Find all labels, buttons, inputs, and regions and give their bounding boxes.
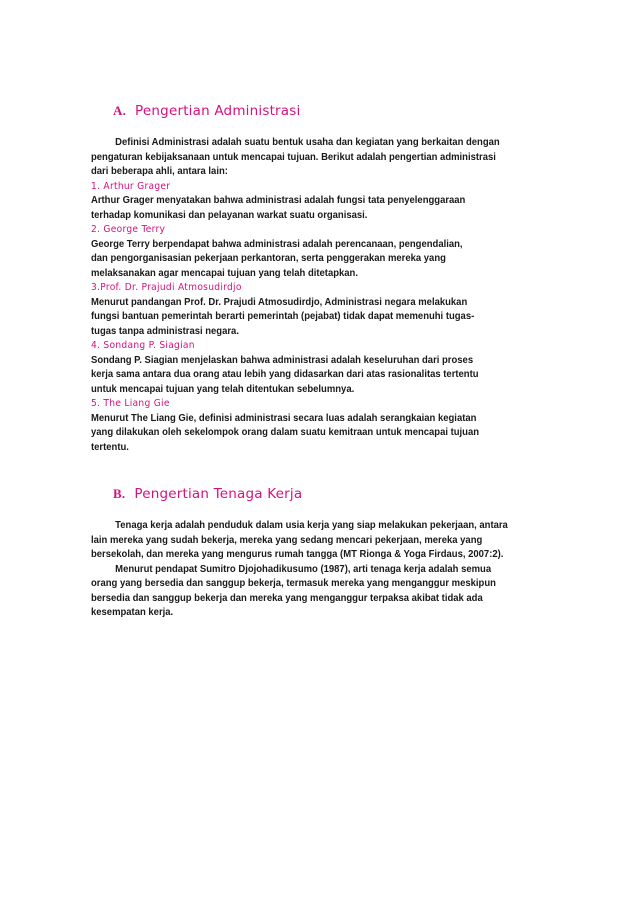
expert-text-line: Sondang P. Siagian menjelaskan bahwa administrasi adalah keseluruhan dari proses xyxy=(91,354,474,366)
expert-heading-liang-gie: 5. The Liang Gie xyxy=(91,398,170,409)
expert-text-line: Menurut pandangan Prof. Dr. Prajudi Atmosudirdjo, Administrasi negara melakukan xyxy=(91,296,468,308)
section-b-heading xyxy=(113,486,302,502)
expert-text-line: tugas tanpa administrasi negara. xyxy=(91,325,239,337)
expert-text-line: tertentu. xyxy=(91,441,129,453)
expert-heading-sondang: 4. Sondang P. Siagian xyxy=(91,340,195,351)
paragraph-line: Tenaga kerja adalah penduduk dalam usia kerja yang siap melakukan pekerjaan, antara xyxy=(115,520,508,531)
intro-line: Definisi Administrasi adalah suatu bentuk usaha dan kegiatan yang berkaitan dengan xyxy=(115,137,500,148)
section-a-title: Pengertian Administrasi xyxy=(135,103,301,119)
section-a-body xyxy=(91,136,511,455)
paragraph-line: bersekolah, dan mereka yang mengurus rumah tangga (MT Rionga & Yoga Firdaus, 2007:2). xyxy=(91,549,504,560)
intro-line: dari beberapa ahli, antara lain: xyxy=(91,166,228,177)
expert-text-line: dan pengorganisasian pekerjaan perkantoran, serta penggerakan mereka yang xyxy=(91,253,446,264)
expert-text-line: terhadap komunikasi dan pelayanan warkat suatu organisasi. xyxy=(91,209,368,221)
section-a-heading xyxy=(113,103,300,119)
section-b-title: Pengertian Tenaga Kerja xyxy=(134,486,303,502)
paragraph-line: kesempatan kerja. xyxy=(91,607,174,618)
expert-text-line: untuk mencapai tujuan yang telah ditentukan sebelumnya. xyxy=(91,383,355,395)
section-b-letter: B. xyxy=(113,486,126,501)
intro-line: pengaturan kebijaksanaan untuk mencapai tujuan. Berikut adalah pengertian administrasi xyxy=(91,151,496,163)
expert-text-line: Arthur Grager menyatakan bahwa administrasi adalah fungsi tata penyelenggaraan xyxy=(91,195,466,206)
expert-text-line: George Terry berpendapat bahwa administrasi adalah perencanaan, pengendalian, xyxy=(91,238,463,250)
paragraph-line: Menurut pendapat Sumitro Djojohadikusumo (1987), arti tenaga kerja adalah semua xyxy=(115,563,492,575)
section-a-letter: A. xyxy=(113,103,127,118)
expert-heading-arthur-grager: 1. Arthur Grager xyxy=(91,180,171,192)
section-b-body xyxy=(91,519,511,621)
paragraph-line: bersedia dan sanggup bekerja dan mereka yang menganggur terpaksa akibat tidak ada xyxy=(91,592,483,604)
expert-text-line: melaksanakan agar mencapai tujuan yang telah ditetapkan. xyxy=(91,267,358,279)
paragraph-line: lain mereka yang sudah bekerja, mereka yang sedang mencari pekerjaan, mereka yang xyxy=(91,534,483,546)
expert-text-line: yang dilakukan oleh sekelompok orang dalam suatu kemitraan untuk mencapai tujuan xyxy=(91,427,480,438)
paragraph-line: orang yang bersedia dan sanggup bekerja, termasuk mereka yang menganggur meskipun xyxy=(91,578,496,589)
expert-text-line: kerja sama antara dua orang atau lebih yang didasarkan dari atas rasionalitas tertentu xyxy=(91,369,479,380)
expert-text-line: Menurut The Liang Gie, definisi administrasi secara luas adalah serangkaian kegiatan xyxy=(91,412,477,424)
expert-heading-prajudi: 3.Prof. Dr. Prajudi Atmosudirdjo xyxy=(91,282,242,293)
expert-text-line: fungsi bantuan pemerintah berarti pemerintah (pejabat) tidak dapat memenuhi tugas- xyxy=(91,311,475,322)
expert-heading-george-terry: 2. George Terry xyxy=(91,224,166,235)
